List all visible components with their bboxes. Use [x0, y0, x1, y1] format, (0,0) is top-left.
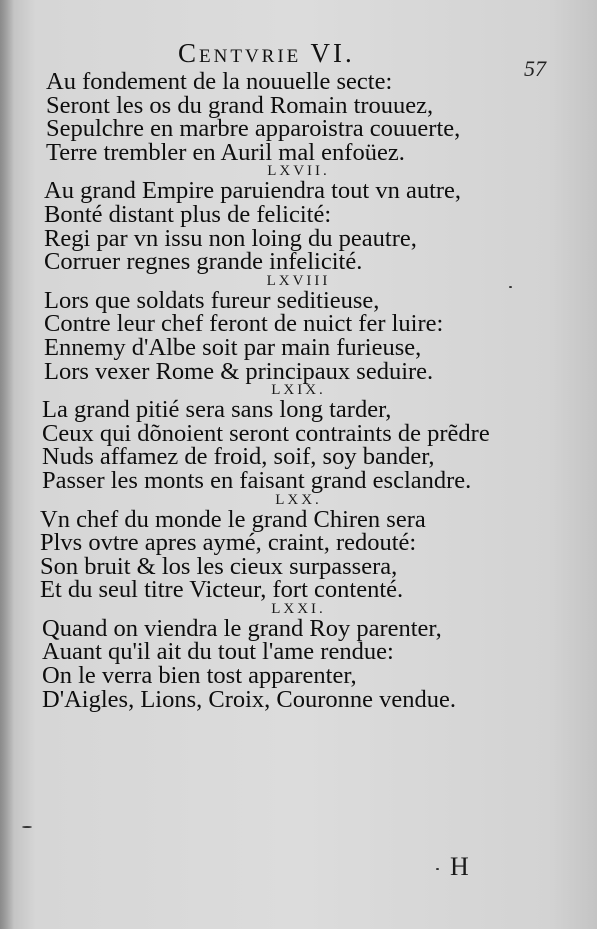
quatrain-number: LXX. [275, 491, 322, 508]
quatrain-number: LXVII. [267, 163, 330, 180]
verse-line: Bonté distant plus de felicité: [44, 200, 332, 228]
verse-line: Ennemy d'Albe soit par main furieuse, [44, 333, 422, 361]
verse-line: Au fondement de la nouuelle secte: [46, 68, 393, 95]
stanza [0, 70, 597, 164]
verse-line: On le verra bien tost apparenter, [42, 662, 357, 690]
verse-line: Auant qu'il ait du tout l'ame rendue: [42, 638, 394, 666]
stanza [0, 383, 597, 492]
verse-line: Corruer regnes grande infelicité. [44, 248, 363, 276]
verse-line: Regi par vn issu non loing du peautre, [44, 224, 417, 252]
verse-line: Et du seul titre Victeur, fort contenté. [40, 576, 404, 604]
verse-line: Plvs ovtre apres aymé, craint, redouté: [40, 529, 417, 557]
verse-line: Au grand Empire paruiendra tout vn autre, [44, 177, 462, 205]
page-header [0, 36, 597, 81]
quatrain-text [0, 70, 597, 711]
page-number: 57 [524, 56, 546, 81]
verse-line: Lors vexer Rome & principaux seduire. [44, 357, 434, 385]
ink-speck [22, 826, 32, 828]
stanza [0, 274, 597, 383]
running-head: Centvrie VI. [178, 38, 355, 68]
verse-line: Quand on viendra le grand Roy parenter, [42, 614, 442, 642]
verse-line: Sepulchre en marbre apparoistra couuerte, [46, 115, 461, 143]
quatrain-number: LXVIII [266, 272, 331, 289]
ink-speck [436, 868, 439, 870]
verse-line: Son bruit & los les cieux surpassera, [40, 552, 398, 580]
ink-speck [509, 286, 512, 288]
verse-line: Seront les os du grand Romain trouuez, [46, 91, 434, 119]
stanza [0, 163, 597, 276]
verse-line: Lors que soldats fureur seditieuse, [44, 286, 380, 314]
stanza [0, 493, 597, 602]
verse-line: Passer les monts en faisant grand esclandre. [42, 466, 472, 494]
verse-line: Ceux qui dõnoient seront contraints de prẽdre [42, 419, 490, 447]
verse-line: Nuds affamez de froid, soif, soy bander, [42, 443, 435, 471]
verse-line: Vn chef du monde le grand Chiren sera [40, 505, 426, 533]
verse-line: Terre trembler en Auril mal enfoüez. [46, 138, 405, 166]
verse-line: Contre leur chef feront de nuict fer luire: [44, 310, 444, 338]
signature-mark: H [450, 852, 469, 881]
verse-line: D'Aigles, Lions, Croix, Couronne vendue. [42, 685, 457, 713]
quatrain-number: LXXI. [271, 600, 326, 617]
quatrain-number: LXIX. [271, 382, 326, 399]
verse-line: La grand pitié sera sans long tarder, [42, 396, 392, 424]
stanza [0, 602, 597, 711]
